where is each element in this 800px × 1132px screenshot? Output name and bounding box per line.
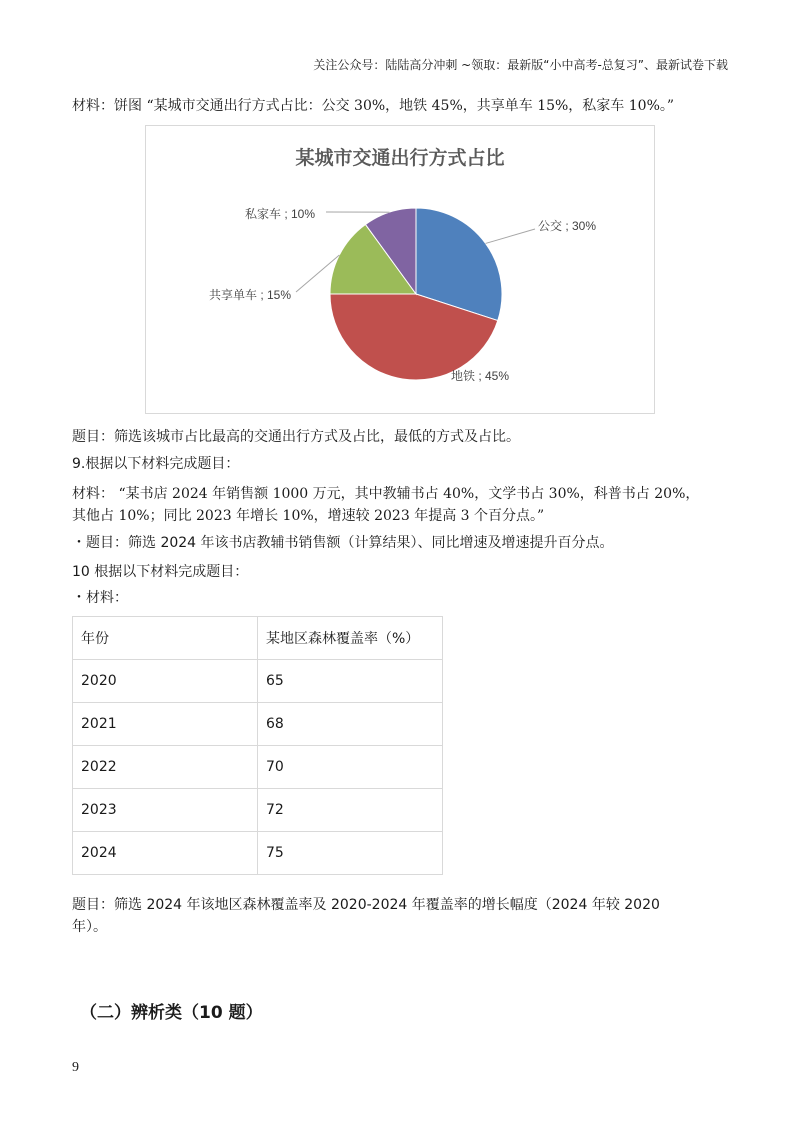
table-cell: 72: [258, 789, 443, 832]
section-title: （二）辨析类（10 题）: [80, 1003, 263, 1023]
q9-material-line1: 材料： “某书店 2024 年销售额 1000 万元，其中教辅书占 40%，文学书占 30%，科普书占 20%，: [72, 486, 700, 502]
table-row: [73, 703, 443, 746]
q9-question: ・题目：筛选 2024 年该书店教辅书销售额（计算结果）、同比增速及增速提升百分点。: [72, 535, 614, 551]
table-cell: 70: [258, 746, 443, 789]
table-row: [73, 832, 443, 875]
table-cell: 2023: [73, 789, 258, 832]
table-header-row: [73, 617, 443, 660]
page-header: 关注公众号：陆陆高分冲刺 ~领取：最新版“小中高考-总复习”、最新试卷下载: [313, 58, 728, 72]
q10-question-line2: 年）。: [72, 919, 107, 935]
chart-title: 某城市交通出行方式占比: [295, 148, 505, 169]
table-cell: 2021: [73, 703, 258, 746]
q10-heading: 10 根据以下材料完成题目：: [72, 564, 249, 580]
pie-data-label: 地铁 ; 45%: [451, 369, 510, 383]
pie-data-label: 公交 ; 30%: [538, 219, 597, 233]
q10-material-label: ・材料：: [72, 590, 128, 606]
table-header-cell: 年份: [73, 617, 258, 660]
pie-data-label: 共享单车 ; 15%: [209, 288, 292, 302]
table-header-cell: 某地区森林覆盖率（%）: [258, 617, 443, 660]
q8-material: 材料：饼图 “某城市交通出行方式占比：公交 30%，地铁 45%，共享单车 15%，私家车 10%。”: [72, 98, 675, 114]
table-row: [73, 660, 443, 703]
pie-leader-line: [486, 229, 535, 243]
page-number: 9: [72, 1060, 79, 1075]
q8-question: 题目：筛选该城市占比最高的交通出行方式及占比，最低的方式及占比。: [72, 429, 520, 445]
q10-question-line1: 题目：筛选 2024 年该地区森林覆盖率及 2020-2024 年覆盖率的增长幅度（2024 年较 2020: [72, 897, 660, 913]
table-cell: 65: [258, 660, 443, 703]
table-cell: 2024: [73, 832, 258, 875]
table-row: [73, 746, 443, 789]
q9-material-line2: 其他占 10%；同比 2023 年增长 10%，增速较 2023 年提高 3 个百分点。”: [72, 508, 545, 524]
pie-chart: [145, 125, 655, 414]
table-cell: 2022: [73, 746, 258, 789]
table-row: [73, 789, 443, 832]
pie-chart-svg: [146, 126, 654, 413]
q9-heading: 9.根据以下材料完成题目：: [72, 456, 240, 472]
table-cell: 75: [258, 832, 443, 875]
table-cell: 2020: [73, 660, 258, 703]
pie-data-label: 私家车 ; 10%: [245, 207, 316, 221]
forest-coverage-table: [72, 616, 443, 875]
table-cell: 68: [258, 703, 443, 746]
